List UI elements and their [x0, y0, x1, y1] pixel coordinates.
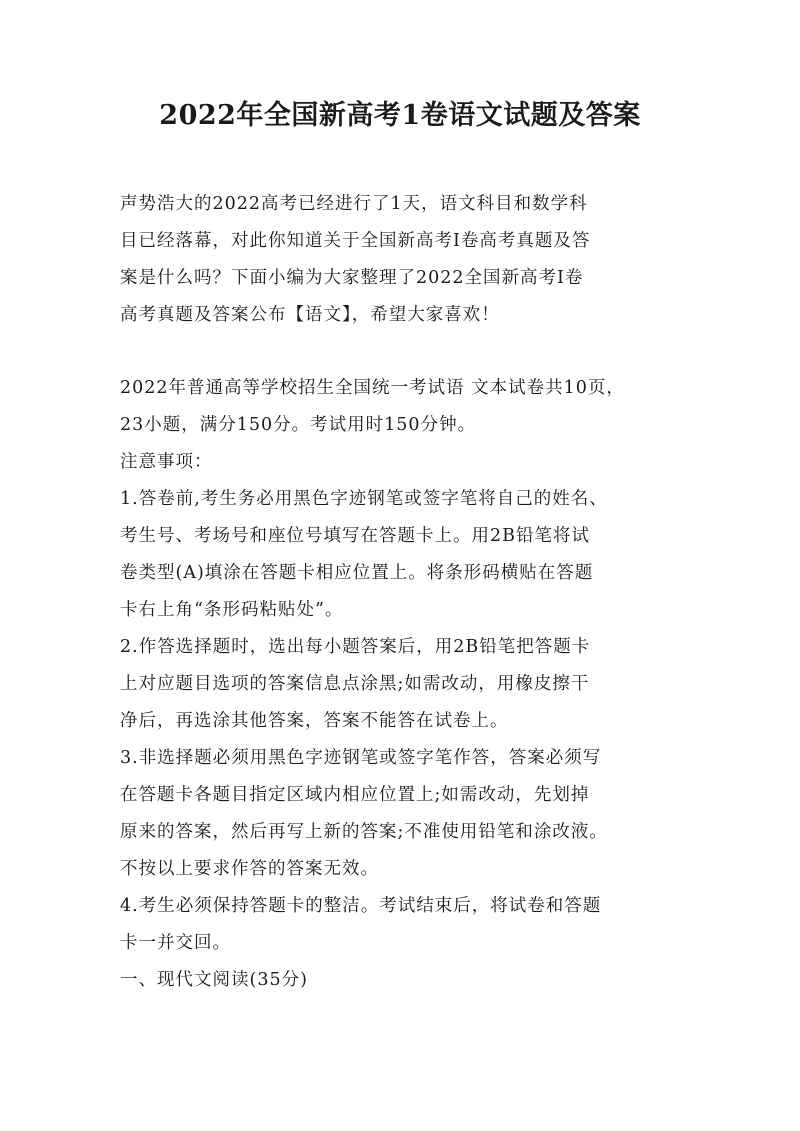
intro-line: 声势浩大的2022高考已经进行了1天，语文科目和数学科: [120, 194, 588, 214]
notice-item-2-line: 2.作答选择题时，选出每小题答案后，用2B铅笔把答题卡: [120, 637, 591, 657]
notice-item-1-line: 卡右上角“条形码粘贴处”。: [120, 600, 344, 620]
notice-item-3-line: 原来的答案，然后再写上新的答案;不准使用铅笔和涂改液。: [120, 822, 608, 842]
notice-item-3-line: 3.非选择题必须用黑色字迹钢笔或签字笔作答，答案必须写: [120, 748, 602, 768]
notice-item-1-line: 考生号、考场号和座位号填写在答题卡上。用2B铅笔将试: [120, 526, 590, 546]
section-heading: 一、现代文阅读(35分): [120, 970, 308, 990]
notice-item-4-line: 卡一并交回。: [120, 933, 231, 953]
notice-item-2-line: 净后，再选涂其他答案，答案不能答在试卷上。: [120, 711, 509, 731]
intro-line: 案是什么吗？下面小编为大家整理了2022全国新高考Ⅰ卷: [120, 268, 584, 288]
exam-instructions: [120, 370, 690, 999]
notice-item-4-line: 4.考生必须保持答题卡的整洁。考试结束后，将试卷和答题: [120, 896, 602, 916]
notice-item-1-line: 卷类型(A)填涂在答题卡相应位置上。将条形码横贴在答题: [120, 563, 594, 583]
exam-header-line: 2022年普通高等学校招生全国统一考试语 文本试卷共10页，: [120, 378, 625, 398]
page-title: 2022年全国新高考1卷语文试题及答案: [159, 100, 641, 131]
notice-item-1-line: 1.答卷前,考生务必用黑色字迹钢笔或签字笔将自己的姓名、: [120, 489, 608, 509]
notice-item-3-line: 不按以上要求作答的答案无效。: [120, 859, 379, 879]
intro-line: 高考真题及答案公布【语文】，希望大家喜欢！: [120, 305, 500, 325]
notice-item-3-line: 在答题卡各题目指定区域内相应位置上;如需改动，先划掉: [120, 785, 590, 805]
intro-paragraph: [120, 186, 690, 334]
exam-header-line: 23小题，满分150分。考试用时150分钟。: [120, 415, 477, 435]
intro-line: 目已经落幕，对此你知道关于全国新高考Ⅰ卷高考真题及答: [120, 231, 591, 251]
notice-item-2-line: 上对应题目选项的答案信息点涂黑;如需改动，用橡皮擦干: [120, 674, 590, 694]
notice-heading: 注意事项：: [120, 452, 213, 472]
